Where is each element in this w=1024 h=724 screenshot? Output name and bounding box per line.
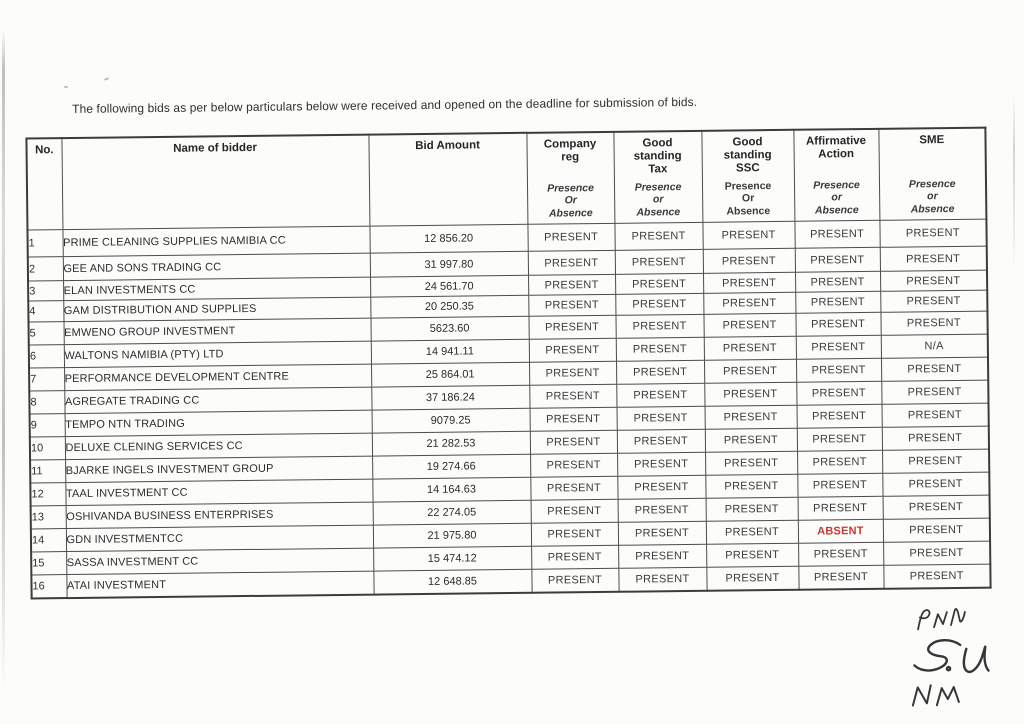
column-header-subtext: Presence Or Absence: [724, 179, 772, 218]
status-cell: PRESENT: [702, 221, 794, 249]
row-number-cell: 1: [27, 230, 62, 257]
status-cell: PRESENT: [617, 452, 705, 476]
status-cell: PRESENT: [795, 271, 880, 292]
handwritten-initials: [898, 604, 1019, 717]
status-cell: PRESENT: [616, 360, 704, 384]
column-header-label: No.: [34, 144, 54, 157]
column-header-amount: [368, 133, 527, 226]
bidder-name-cell: TAAL INVESTMENT CC: [65, 479, 372, 505]
status-cell: PRESENT: [528, 274, 615, 295]
status-cell: PRESENT: [617, 429, 705, 453]
status-cell: PRESENT: [883, 495, 990, 519]
status-cell: PRESENT: [618, 498, 706, 522]
status-cell: N/A: [881, 334, 988, 358]
status-cell: PRESENT: [704, 336, 796, 360]
bid-amount-cell: 22 274.05: [373, 500, 531, 525]
status-cell: PRESENT: [798, 542, 883, 566]
status-cell: PRESENT: [795, 247, 880, 272]
row-number-cell: 5: [29, 322, 64, 345]
column-header-label: Affirmative Action: [805, 134, 867, 161]
status-cell: PRESENT: [883, 564, 990, 588]
bid-amount-cell: 19 274.66: [372, 454, 530, 479]
status-cell: PRESENT: [706, 543, 798, 567]
status-cell: PRESENT: [530, 407, 617, 431]
status-cell: PRESENT: [703, 272, 795, 293]
status-cell: PRESENT: [797, 404, 882, 428]
bidder-name-cell: PERFORMANCE DEVELOPMENT CENTRE: [64, 364, 371, 390]
bid-amount-cell: 14 164.63: [372, 477, 530, 502]
bidder-name-cell: AGREGATE TRADING CC: [64, 387, 371, 413]
bidder-name-cell: WALTONS NAMIBIA (PTY) LTD: [64, 341, 371, 367]
status-cell: PRESENT: [705, 451, 797, 475]
bid-amount-cell: 21 282.53: [372, 431, 530, 456]
status-cell: PRESENT: [531, 499, 618, 523]
column-header-no: [26, 138, 62, 230]
bid-amount-cell: 31 997.80: [370, 251, 528, 277]
bidder-name-cell: GAM DISTRIBUTION AND SUPPLIES: [63, 297, 370, 321]
table-header: [26, 128, 986, 230]
status-cell: PRESENT: [704, 359, 796, 383]
row-number-cell: 6: [29, 345, 64, 368]
column-header-status: [793, 129, 879, 221]
status-cell: PRESENT: [882, 449, 989, 473]
status-cell: PRESENT: [703, 313, 795, 337]
row-number-cell: 16: [31, 575, 66, 598]
row-number-cell: 15: [31, 552, 66, 575]
status-cell: PRESENT: [883, 541, 990, 565]
handwriting-su: [914, 640, 988, 673]
status-cell: PRESENT: [527, 223, 614, 251]
status-cell: PRESENT: [797, 450, 882, 474]
column-header-name: [61, 135, 369, 230]
column-header-label: Company reg: [543, 138, 597, 164]
column-header-status: [701, 130, 794, 223]
bidder-name-cell: GEE AND SONS TRADING CC: [63, 253, 370, 280]
row-number-cell: 14: [31, 529, 66, 552]
status-cell: PRESENT: [528, 315, 615, 339]
status-cell: PRESENT: [706, 566, 798, 590]
bid-amount-cell: 21 975.80: [373, 523, 531, 548]
status-cell: PRESENT: [795, 291, 880, 313]
row-number-cell: 8: [29, 391, 64, 414]
row-number-cell: 11: [30, 460, 65, 483]
status-cell: PRESENT: [881, 357, 988, 381]
status-cell: PRESENT: [618, 521, 706, 545]
row-number-cell: 4: [28, 301, 63, 322]
status-cell: PRESENT: [880, 270, 987, 291]
status-cell: PRESENT: [615, 249, 703, 274]
status-cell: PRESENT: [614, 222, 702, 250]
status-cell: PRESENT: [797, 473, 882, 497]
status-cell: PRESENT: [881, 380, 988, 404]
status-cell: PRESENT: [531, 545, 618, 569]
handwriting-nm: [913, 685, 959, 706]
bidder-name-cell: PRIME CLEANING SUPPLIES NAMIBIA CC: [62, 226, 369, 256]
status-cell: PRESENT: [706, 497, 798, 521]
status-cell: PRESENT: [880, 290, 987, 312]
bidder-name-cell: DELUXE CLENING SERVICES CC: [65, 433, 372, 459]
status-cell: PRESENT: [615, 273, 703, 294]
status-cell: PRESENT: [616, 383, 704, 407]
status-cell: PRESENT: [797, 427, 882, 451]
bidder-name-cell: GDN INVESTMENTCC: [66, 525, 373, 551]
column-header-subtext: Presence or Absence: [908, 177, 956, 215]
bidder-name-cell: EMWENO GROUP INVESTMENT: [64, 318, 371, 344]
status-cell: PRESENT: [618, 544, 706, 568]
bid-amount-cell: 15 474.12: [373, 546, 531, 571]
status-cell: PRESENT: [530, 453, 617, 477]
row-number-cell: 9: [30, 414, 65, 437]
row-number-cell: 7: [29, 368, 64, 391]
status-cell: PRESENT: [882, 426, 989, 450]
handwriting-pnn: [918, 609, 965, 630]
bid-amount-cell: 20 250.35: [370, 295, 528, 318]
status-cell: PRESENT: [705, 474, 797, 498]
status-cell: PRESENT: [798, 496, 883, 520]
status-cell: PRESENT: [703, 248, 795, 273]
status-cell: PRESENT: [617, 406, 705, 430]
status-cell: PRESENT: [798, 565, 883, 589]
column-header-subtext: Presence or Absence: [634, 180, 682, 219]
status-cell: PRESENT: [529, 361, 616, 385]
status-cell: PRESENT: [528, 294, 615, 316]
column-header-subtext: Presence Or Absence: [547, 181, 594, 220]
status-cell: PRESENT: [706, 520, 798, 544]
header-row: [26, 128, 986, 230]
bidder-name-cell: BJARKE INGELS INVESTMENT GROUP: [65, 456, 372, 482]
row-number-cell: 3: [28, 281, 63, 301]
bid-amount-cell: 12 648.85: [373, 569, 531, 594]
column-header-label: Bid Amount: [415, 139, 480, 153]
bid-amount-cell: 5623.60: [370, 316, 528, 341]
status-cell: PRESENT: [704, 382, 796, 406]
status-cell: PRESENT: [879, 219, 986, 247]
column-header-status: [878, 128, 986, 221]
column-header-label: Good standing SSC: [723, 136, 772, 175]
status-cell: PRESENT: [705, 428, 797, 452]
status-cell: PRESENT: [880, 246, 987, 271]
status-cell: PRESENT: [882, 403, 989, 427]
bid-amount-cell: 25 864.01: [371, 362, 529, 387]
status-cell: PRESENT: [529, 338, 616, 362]
bid-amount-cell: 9079.25: [372, 408, 530, 433]
status-cell: PRESENT: [796, 358, 881, 382]
status-cell: PRESENT: [531, 522, 618, 546]
status-cell: PRESENT: [531, 568, 618, 592]
intro-text: The following bids as per below particulars below were received and opened on the deadline for submission of bids.: [72, 94, 698, 116]
status-cell: PRESENT: [703, 292, 795, 314]
status-cell: PRESENT: [618, 567, 706, 591]
status-cell: PRESENT: [883, 518, 990, 542]
column-header-label: Good standing Tax: [633, 137, 682, 176]
column-header-status: [613, 131, 702, 223]
bidder-name-cell: TEMPO NTN TRADING: [65, 410, 372, 436]
bid-amount-cell: 24 561.70: [370, 275, 528, 297]
bids-table: [25, 127, 991, 599]
row-number-cell: 12: [30, 483, 65, 506]
column-header-label: SME: [919, 134, 945, 147]
status-cell: PRESENT: [795, 312, 880, 336]
bid-amount-cell: 14 941.11: [371, 339, 529, 364]
status-cell: PRESENT: [880, 311, 987, 335]
bid-amount-cell: 12 856.20: [369, 224, 527, 253]
bid-amount-cell: 37 186.24: [371, 385, 529, 410]
column-header-status: [526, 132, 614, 224]
status-cell: PRESENT: [530, 476, 617, 500]
table-body: [27, 219, 990, 598]
status-cell: ABSENT: [798, 519, 883, 543]
column-header-subtext: Presence or Absence: [813, 178, 860, 217]
row-number-cell: 10: [30, 437, 65, 460]
status-cell: PRESENT: [615, 314, 703, 338]
row-number-cell: 13: [31, 506, 66, 529]
status-cell: PRESENT: [530, 430, 617, 454]
status-cell: PRESENT: [529, 384, 616, 408]
status-cell: PRESENT: [796, 381, 881, 405]
status-cell: PRESENT: [617, 475, 705, 499]
status-cell: PRESENT: [616, 337, 704, 361]
row-number-cell: 2: [28, 257, 63, 281]
status-cell: PRESENT: [794, 220, 879, 248]
status-cell: PRESENT: [615, 293, 703, 315]
bidder-name-cell: ELAN INVESTMENTS CC: [63, 277, 370, 300]
status-cell: PRESENT: [528, 250, 615, 275]
status-cell: PRESENT: [882, 472, 989, 496]
status-cell: PRESENT: [796, 335, 881, 359]
bidder-name-cell: ATAI INVESTMENT: [66, 571, 373, 597]
column-header-label: Name of bidder: [173, 141, 257, 155]
bidder-name-cell: OSHIVANDA BUSINESS ENTERPRISES: [66, 502, 373, 528]
status-cell: PRESENT: [705, 405, 797, 429]
bidder-name-cell: SASSA INVESTMENT CC: [66, 548, 373, 574]
